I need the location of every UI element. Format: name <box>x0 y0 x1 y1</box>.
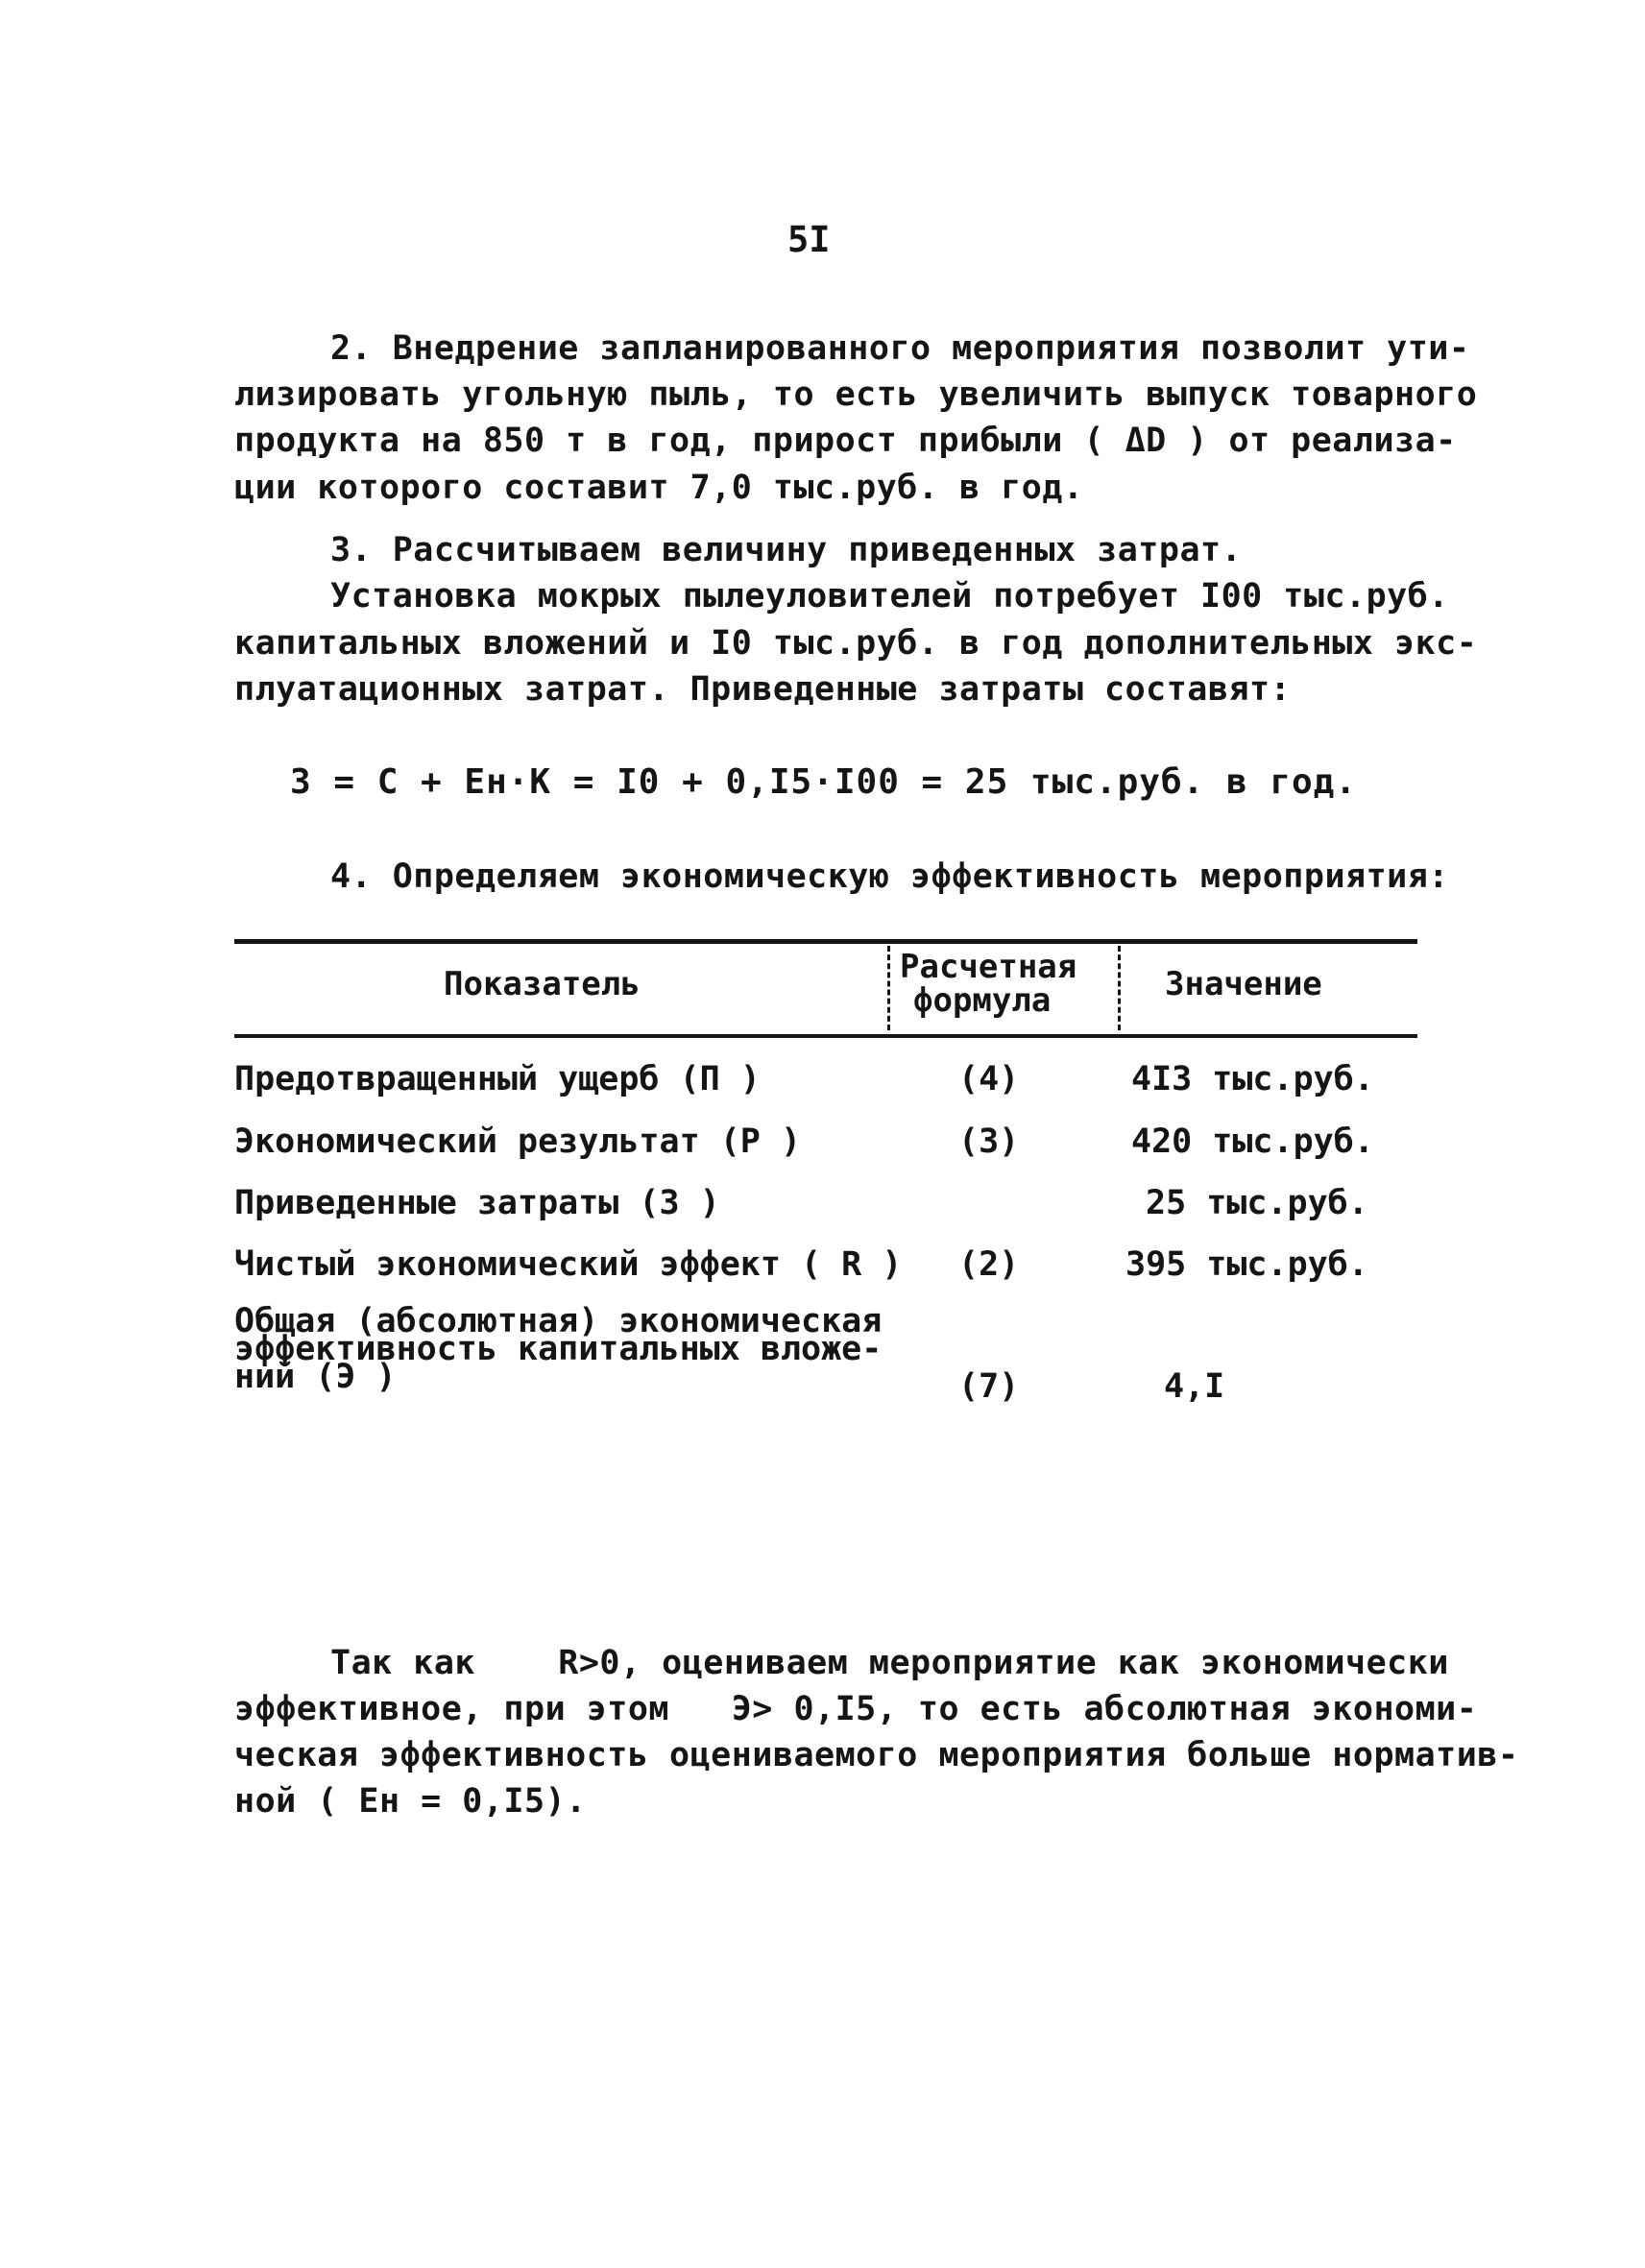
row-5-indicator-line-2: эффективность капитальных вложе- <box>234 1330 883 1368</box>
paragraph-3-heading: 3. Рассчитываем величину приведенных затрат. <box>330 531 1243 569</box>
row-5-value: 4,I <box>1164 1367 1225 1406</box>
header-formula-line-1: Расчетная <box>900 948 1077 986</box>
column-separator-2 <box>1118 946 1121 1030</box>
row-2-indicator: Экономический результат (Р ) <box>234 1122 802 1161</box>
paragraph-3-line-3: плуатационных затрат. Приведенные затраты составят: <box>234 670 1292 709</box>
row-1-indicator: Предотвращенный ущерб (П ) <box>234 1060 761 1098</box>
conclusion-line-1: Так как R>0, оцениваем мероприятие как экономически <box>330 1644 1449 1682</box>
column-separator-1 <box>887 946 890 1030</box>
conclusion-line-2: эффективное, при этом Э> 0,I5, то есть абсолютная экономи- <box>234 1690 1478 1728</box>
row-1-value: 4I3 тыс.руб. <box>1131 1060 1374 1098</box>
row-2-formula: (3) <box>958 1122 1020 1161</box>
cost-formula: З = С + Eн·К = I0 + 0,I5·I00 = 25 тыс.руб. в год. <box>290 762 1358 802</box>
row-5-indicator-line-1: Общая (абсолютная) экономическая <box>234 1302 883 1340</box>
row-2-value: 420 тыс.руб. <box>1131 1122 1374 1161</box>
paragraph-2-line-2: лизировать угольную пыль, то есть увеличить выпуск товарного <box>234 375 1478 414</box>
row-4-indicator: Чистый экономический эффект ( R ) <box>234 1245 903 1284</box>
paragraph-4: 4. Определяем экономическую эффективность мероприятия: <box>330 857 1449 896</box>
row-4-formula: (2) <box>958 1245 1020 1284</box>
paragraph-2-line-4: ции которого составит 7,0 тыс.руб. в год. <box>234 469 1084 507</box>
paragraph-2-line-1: 2. Внедрение запланированного мероприятия позволит ути- <box>330 329 1470 368</box>
paragraph-3-line-1: Установка мокрых пылеуловителей потребует I00 тыс.руб. <box>330 577 1449 615</box>
page-number: 5I <box>787 219 831 260</box>
table-top-rule <box>234 939 1417 944</box>
row-5-indicator-line-3: ний (Э ) <box>234 1358 397 1396</box>
row-1-formula: (4) <box>958 1060 1020 1098</box>
conclusion-line-4: ной ( Eн = 0,I5). <box>234 1782 587 1821</box>
header-formula-line-2: формула <box>913 981 1052 1020</box>
row-3-value: 25 тыс.руб. <box>1146 1184 1368 1222</box>
row-3-indicator: Приведенные затраты (З ) <box>234 1184 720 1222</box>
header-indicator: Показатель <box>444 965 641 1003</box>
row-5-formula: (7) <box>958 1367 1020 1406</box>
row-4-value: 395 тыс.руб. <box>1125 1245 1368 1284</box>
conclusion-line-3: ческая эффективность оцениваемого мероприятия больше норматив- <box>234 1736 1519 1774</box>
paragraph-2-line-3: продукта на 850 т в год, прирост прибыли ( ΔD ) от реализа- <box>234 422 1457 460</box>
header-value: Значение <box>1165 965 1322 1003</box>
paragraph-3-line-2: капитальных вложений и I0 тыс.руб. в год дополнительных экс- <box>234 624 1478 663</box>
table-header-rule <box>234 1034 1417 1038</box>
